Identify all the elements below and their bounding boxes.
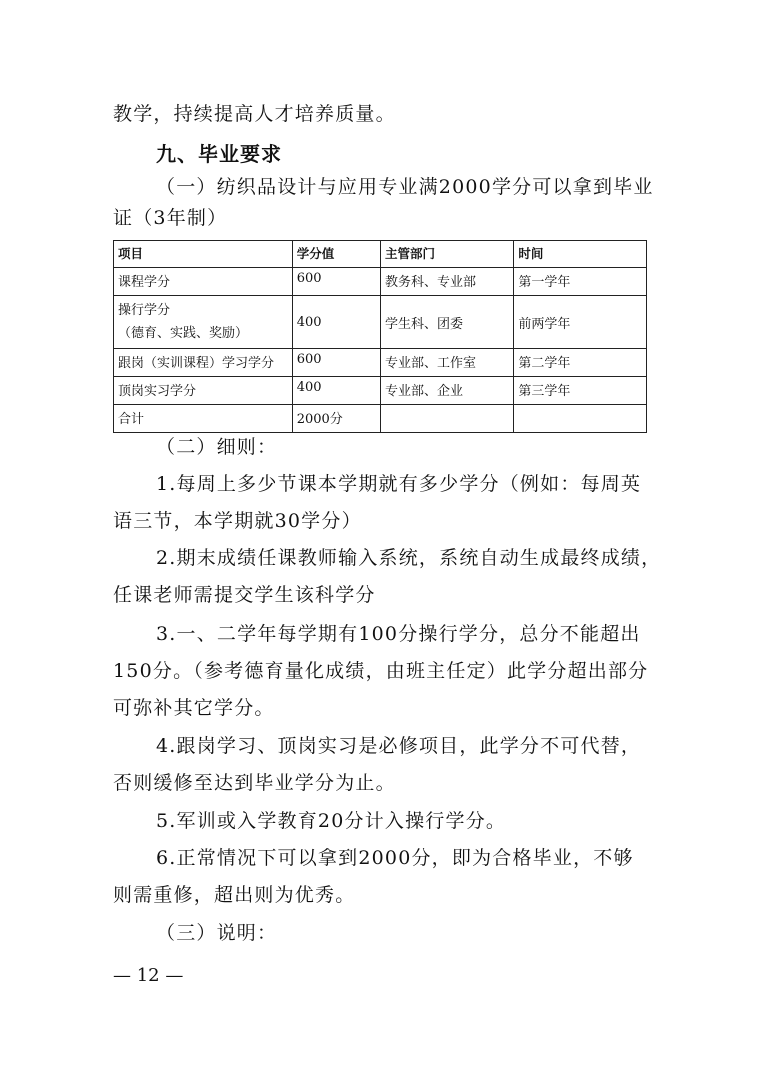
cell-dept: 学生科、团委 [381,296,514,349]
rule-2-line1: 2.期末成绩任课教师输入系统，系统自动生成最终成绩， [156,547,662,569]
header-dept: 主管部门 [381,241,514,268]
rule-3-line1: 3.一、二学年每学期有100分操行学分，总分不能超出 [156,623,641,645]
part2-heading: （二）细则： [156,436,278,458]
intro-line: 教学，持续提高人才培养质量。 [113,103,396,125]
part1-line2: 证（3年制） [113,207,228,229]
table-row-total [114,405,647,433]
table-row [114,268,647,296]
rule-4-line1: 4.跟岗学习、顶岗实习是必修项目，此学分不可代替， [156,735,642,757]
cell-dept [381,405,514,433]
header-time: 时间 [514,241,647,268]
cell-credit: 600 [292,268,380,296]
header-item: 项目 [114,241,293,268]
cell-credit: 400 [292,377,380,405]
rule-4-line2: 否则缓修至达到毕业学分为止。 [113,772,396,794]
rule-1-line1: 1.每周上多少节课本学期就有多少学分（例如：每周英 [156,473,642,495]
cell-time: 第三学年 [514,377,647,405]
rule-2-line2: 任课老师需提交学生该科学分 [113,584,376,606]
cell-credit: 400 [292,296,380,349]
cell-item: 跟岗（实训课程）学习学分 [114,349,293,377]
rule-1-line2: 语三节，本学期就30学分） [113,510,362,532]
cell-item: 顶岗实习学分 [114,377,293,405]
cell-dept: 教务科、专业部 [381,268,514,296]
cell-time: 第二学年 [514,349,647,377]
table-row [114,377,647,405]
rule-5-line1: 5.军训或入学教育20分计入操行学分。 [156,810,507,832]
rule-3-line3: 可弥补其它学分。 [113,697,275,719]
part1-line1: （一）纺织品设计与应用专业满2000学分可以拿到毕业 [156,176,654,198]
cell-item: 合计 [114,405,293,433]
credits-table [113,240,647,433]
cell-item: 课程学分 [114,268,293,296]
cell-time: 第一学年 [514,268,647,296]
cell-item-main: 操行学分 [118,303,171,318]
cell-dept: 专业部、工作室 [381,349,514,377]
cell-credit: 600 [292,349,380,377]
rule-3-line2: 150分。（参考德育量化成绩，由班主任定）此学分超出部分 [113,660,649,682]
table-row [114,349,647,377]
page-number: — 12 — [113,965,184,986]
cell-credit: 2000分 [292,405,380,433]
cell-item-sub: （德育、实践、奖励） [118,326,249,341]
table-row [114,296,647,349]
cell-dept: 专业部、企业 [381,377,514,405]
cell-time [514,405,647,433]
table-header-row [114,241,647,268]
part3-heading: （三）说明： [156,922,278,944]
section-heading: 九、毕业要求 [156,142,282,166]
cell-time: 前两学年 [514,296,647,349]
cell-item [114,296,293,349]
rule-6-line1: 6.正常情况下可以拿到2000分，即为合格毕业，不够 [156,847,634,869]
header-credit: 学分值 [292,241,380,268]
rule-6-line2: 则需重修，超出则为优秀。 [113,884,356,906]
